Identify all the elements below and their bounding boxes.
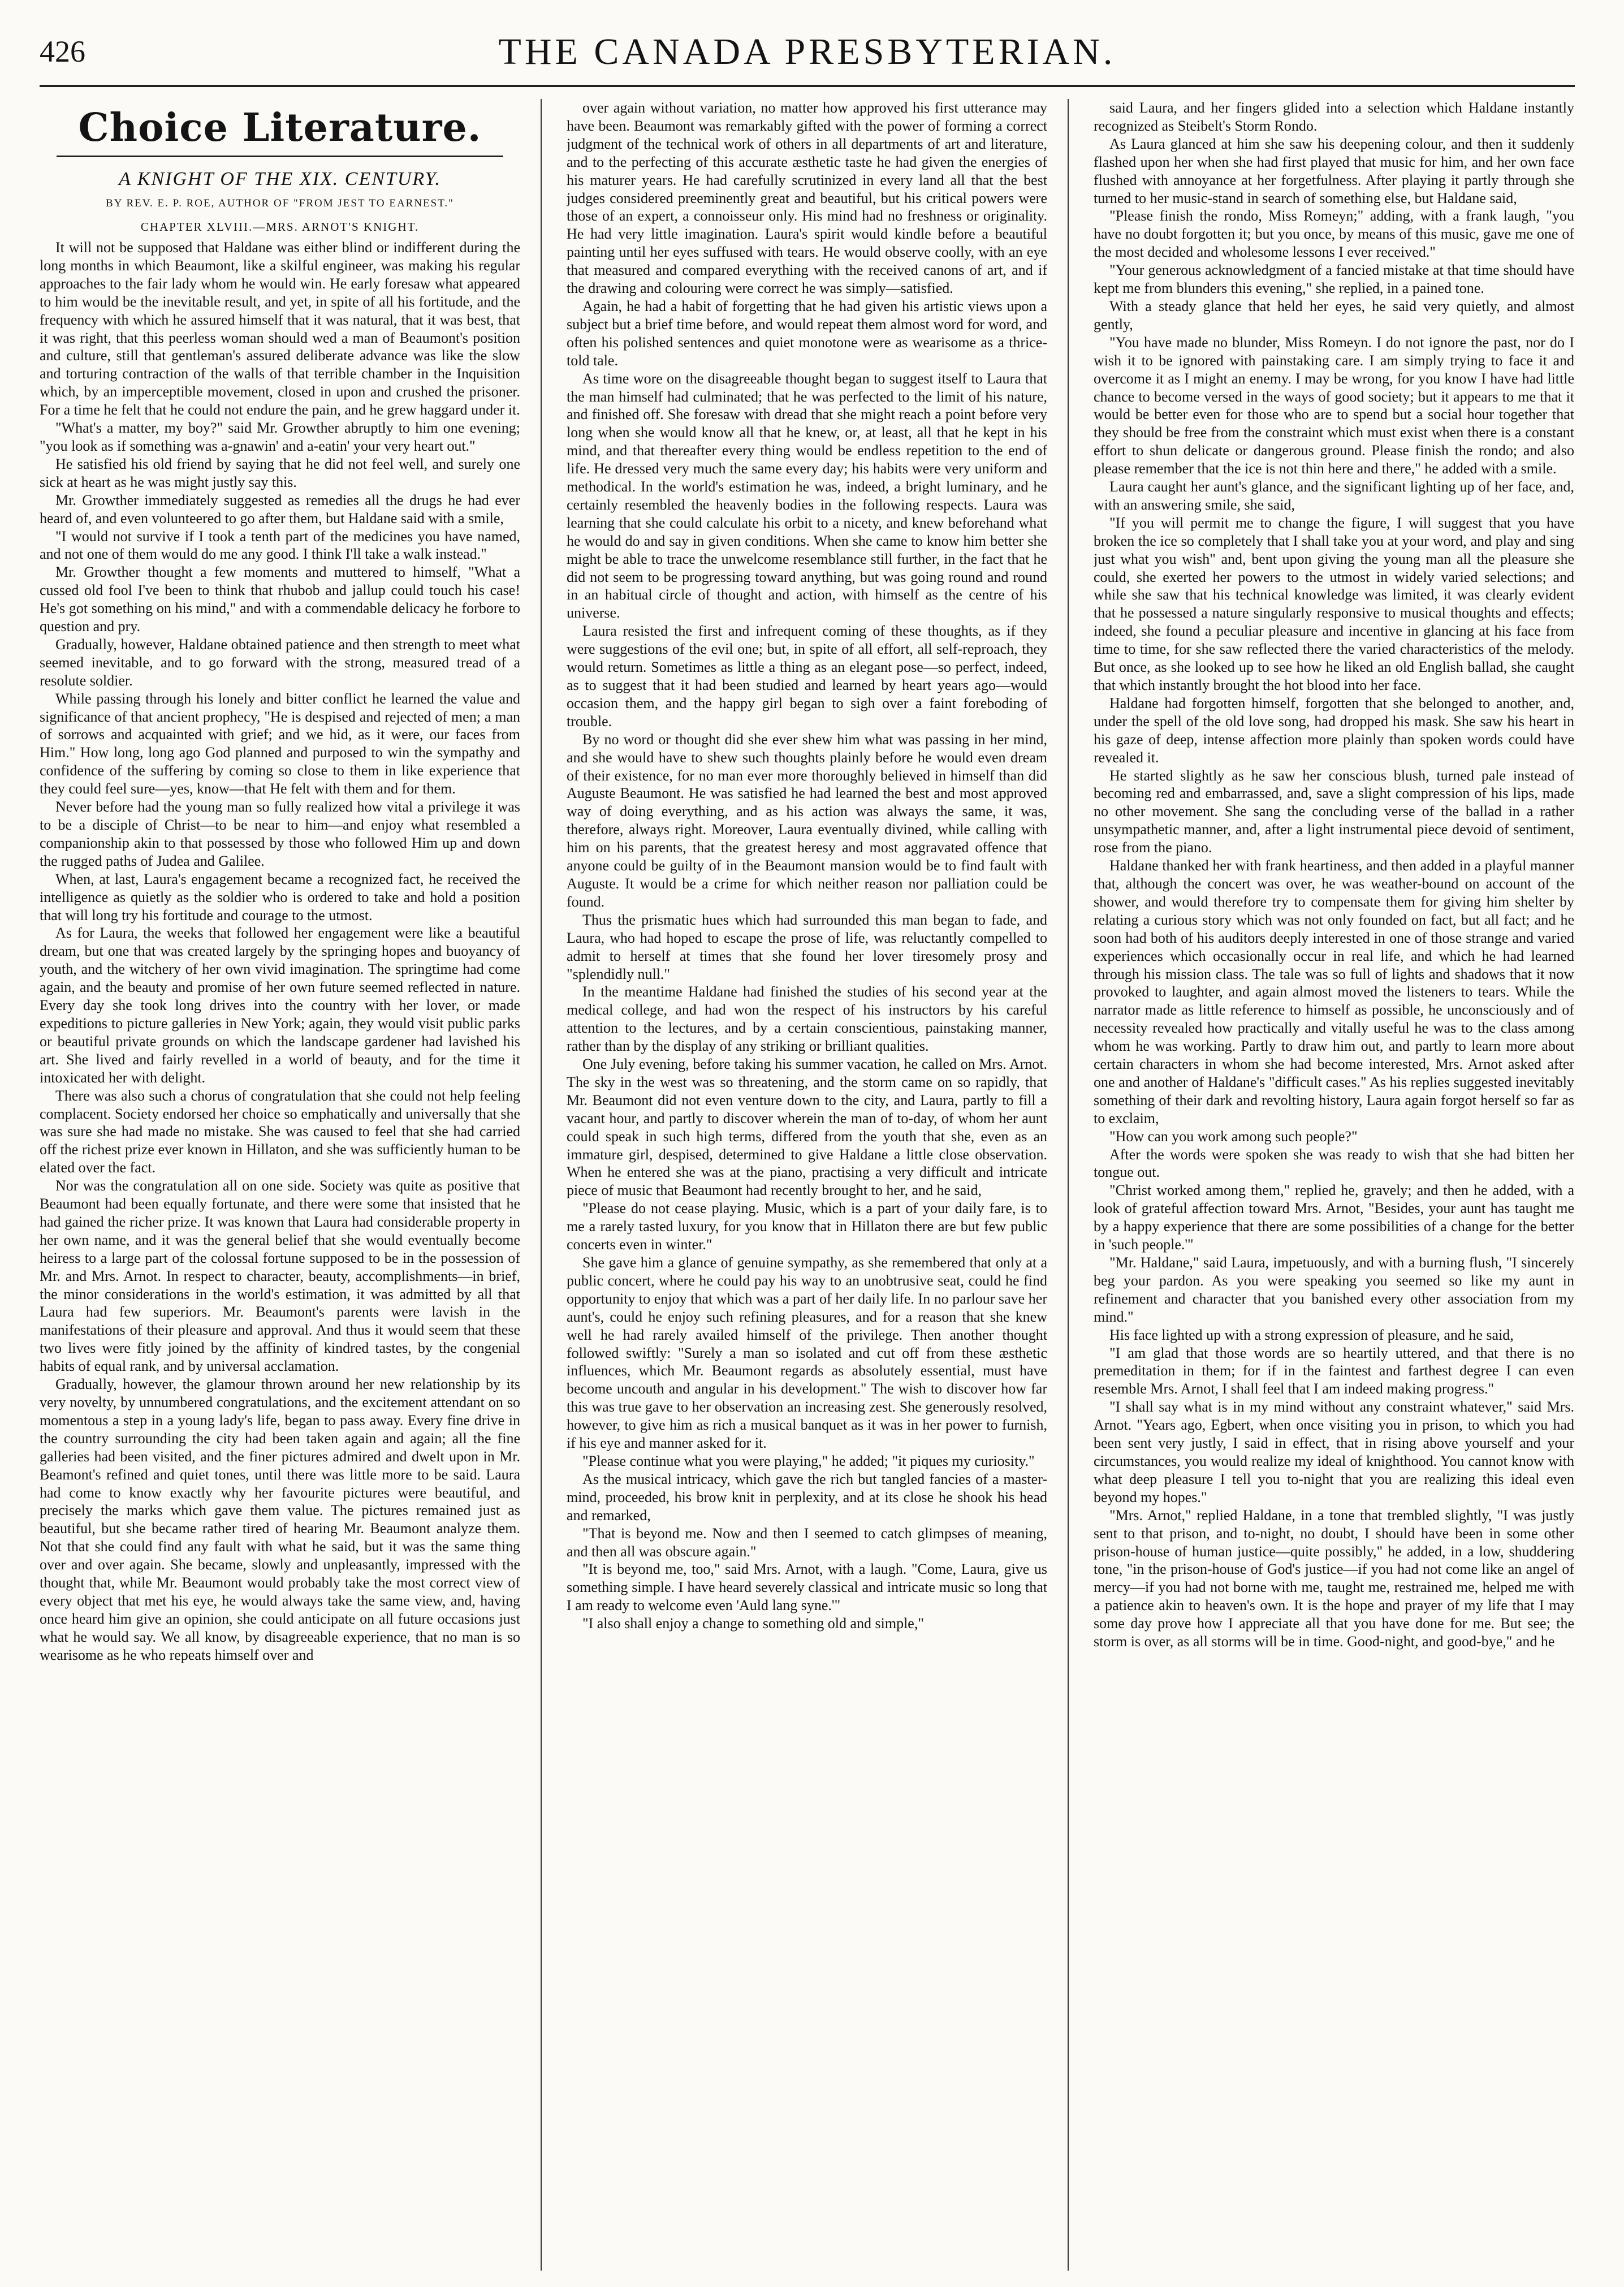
paragraph: "Mr. Haldane," said Laura, impetuously, and with a burning flush, "I sincerely beg your pardon. As you were speaking you seemed so like my aunt in refinement and character that you banished every other association from my mind." (1094, 1254, 1574, 1325)
paragraph: Gradually, however, Haldane obtained patience and then strength to meet what seemed inevitable, and to go forward with the strong, measured tread of a resolute soldier. (40, 636, 520, 689)
paragraph: In the meantime Haldane had finished the studies of his second year at the medical college, and had won the respect of his instructors by his careful attention to the lectures, and by a certain conscientious, painstaking manner, rather than by the display of any striking or brilliant qualities. (567, 983, 1047, 1055)
paragraph: His face lighted up with a strong expression of pleasure, and he said, (1109, 1326, 1514, 1343)
paragraph: While passing through his lonely and bitter conflict he learned the value and significance of that ancient prophecy, "He is despised and rejected of men; a man of sorrows and acquainted with grief; and we hid, as it were, our faces from Him." How long, long ago God planned and purposed to win the sympathy and confidence of the suffering by coming so close to them in like experience that they could feel sure—yes, know—that He felt with them and for them. (40, 690, 520, 797)
paragraph: "Please finish the rondo, Miss Romeyn;" adding, with a frank laugh, "you have no doubt forgotten it; but you once, by means of this music, gave me one of the most decided and wholesome lessons I ever received." (1094, 208, 1574, 261)
column-2-text (567, 99, 1047, 1633)
paragraph: over again without variation, no matter how approved his first utterance may have been. Beaumont was remarkably gifted with the power of forming a correct judgment of the technical work of others in all departments of art and literature, and to the perfecting of this accurate æsthetic taste he had given the energies of his maturer years. He had carefully scrutinized in every land all that the best judges considered preeminently great and beautiful, but his critical powers were those of an expert, a connoisseur only. His mind had no freshness or originality. He had very little imagination. Laura's spirit would kindle before a beautiful painting until her eyes suffused with tears. He would observe coolly, with an eye that measured and compared everything with the received canons of art, and if the drawing and colouring were correct he was simply—satisfied. (567, 100, 1047, 297)
column-3 (1094, 99, 1574, 2271)
chapter-heading: CHAPTER XLVIII.—MRS. ARNOT'S KNIGHT. (140, 220, 420, 234)
paragraph: Laura caught her aunt's glance, and the significant lighting up of her face, and, with an answering smile, she said, (1094, 478, 1574, 513)
paragraph: "If you will permit me to change the figure, I will suggest that you have broken the ice so completely that I shall take you at your word, and play and sing just what you wish" and, bent upon giving the young man all the pleasure she could, she exerted her powers to the utmost in widely varied selections; and while she saw that his technical knowledge was limited, it was clearly evident that he possessed a nature singularly responsive to musical thoughts and effects; indeed, she found a peculiar pleasure and incentive in glancing at his face from time to time, for she saw reflected there the varied characteristics of the melody. But once, as she looked up to see how he liked an old English ballad, she caught that which instantly brought the hot blood into her face. (1094, 514, 1574, 693)
paragraph: "Your generous acknowledgment of a fancied mistake at that time should have kept me from blunders this evening," she replied, in a pained tone. (1094, 262, 1574, 297)
paragraph: By no word or thought did she ever shew him what was passing in her mind, and she would have to shew such thoughts plainly before he would even dream of their existence, for no man ever more thoroughly believed in himself than did Auguste Beaumont. He was satisfied he had learned the best and most approved way of doing everything, and as his action was always the same, it was, therefore, always right. Moreover, Laura eventually divined, while calling with him on his parents, that the greatest heresy and most aggravated offence that anyone could be guilty of in the Beaumont mansion would be to find fault with Auguste. It would be a crime for which neither reason nor palliation could be found. (567, 731, 1047, 910)
header-rule (40, 85, 1575, 87)
page-header (40, 21, 1575, 84)
paragraph: As Laura glanced at him she saw his deepening colour, and then it suddenly flashed upon her when she had first played that music for him, and her own face flushed with annoyance at her forgetfulness. After playing it partly through she turned to her music-stand in search of something else, but Haldane said, (1094, 135, 1574, 206)
column-1-text (40, 239, 520, 1664)
paragraph: Haldane thanked her with frank heartiness, and then added in a playful manner that, although the concert was over, he was weather-bound on account of the shower, and would therefore try to compensate them for giving him shelter by relating a curious story which was not only founded on fact, but all fact; and he soon had both of his auditors deeply interested in one of those strange and varied experiences which occasionally occur in real life, and which he had learned through his mission class. The tale was so full of lights and shadows that it now provoked to laughter, and again almost moved the listeners to tears. While the narrator made as little reference to himself as possible, he unconsciously and of necessity revealed how practically and vitally useful he was to the class among whom he was working. Partly to draw him out, and partly to learn more about certain characters in whom she had become interested, Mrs. Arnot asked after one and another of Haldane's "difficult cases." As his replies suggested inevitably something of their dark and revolting history, Laura again forgot herself so far as to exclaim, (1094, 857, 1574, 1127)
paragraph: "I also shall enjoy a change to something old and simple," (582, 1615, 924, 1632)
paragraph: "I would not survive if I took a tenth part of the medicines you have named, and not one of them would do me any good. I think I'll take a walk instead." (40, 528, 520, 563)
section-title: Choice Literature. (78, 105, 482, 150)
masthead: THE CANADA PRESBYTERIAN. (498, 31, 1116, 72)
paragraph: "You have made no blunder, Miss Romeyn. I do not ignore the past, nor do I wish it to be ignored with painstaking care. I am simply trying to face it and overcome it as I might an enemy. I may be wrong, for you know I have had little chance to become versed in the ways of good society; but it appears to me that it would be better even for those who are to spend but a social hour together that they should be free from the constraint which must exist when there is a constant effort to shun delicate or dangerous ground. Please finish the rondo; and also please remember that the ice is not thin here and there," he added with a smile. (1094, 334, 1574, 477)
paragraph: "Please continue what you were playing," he added; "it piques my curiosity." (582, 1452, 1035, 1469)
column-2 (567, 99, 1047, 2271)
paragraph: Mr. Growther immediately suggested as remedies all the drugs he had ever heard of, and even volunteered to go after them, but Haldane said with a smile, (40, 491, 520, 527)
paragraph: When, at last, Laura's engagement became a recognized fact, he received the intelligence as quietly as the soldier who is ordered to take and hold a position that will long try his fortitude and courage to the utmost. (40, 870, 520, 924)
paragraph: Gradually, however, the glamour thrown around her new relationship by its very novelty, by unnumbered congratulations, and the excitement attendant on so momentous a step in a young lady's life, began to pass away. Every fine drive in the country surrounding the city had been taken again and again; all the fine galleries had been visited, and the finer pictures admired and dwelt upon in Mr. Beamont's refined and quiet tones, until there was little more to be said. Laura had come to know exactly why her favourite pictures were beautiful, and precisely the marks which gave them value. The pictures remained just as beautiful, but she became rather tired of hearing Mr. Beaumont analyze them. Not that she could find any fault with what he said, but it was the same thing over and over again. She became, slowly and unpleasantly, impressed with the thought that, while Mr. Beaumont would probably take the most correct view of every object that met his eye, he would always take the same view, and, having once heard him give an opinion, she could anticipate on all future occasions just what he would say. We all know, by disagreeable experience, that no man is so wearisome as he who repeats himself over and (40, 1376, 520, 1663)
column-3-text (1094, 99, 1574, 1651)
page-number: 426 (40, 34, 85, 68)
column-divider (1068, 99, 1069, 2271)
paragraph: With a steady glance that held her eyes, he said very quietly, and almost gently, (1094, 297, 1574, 333)
column-1 (40, 99, 520, 2271)
paragraph: She gave him a glance of genuine sympathy, as she remembered that only at a public concert, where he could pay his way to an unobtrusive seat, could he find opportunity to enjoy that which was a part of her daily life. In no parlour save her aunt's, could he enjoy such refining pleasures, and for a reason that she knew well he had rarely availed himself of the privilege. Then another thought followed swiftly: "Surely a man so isolated and cut off from these æsthetic influences, which Mr. Beaumont regards as absolutely essential, must have become uncouth and angular in his development." The wish to discover how far this was true gave to her observation an increasing zest. She generously resolved, however, to give him as rich a musical banquet as it was in her power to furnish, if his eye and manner asked for it. (567, 1254, 1047, 1452)
section-rule (57, 156, 503, 157)
paragraph: As for Laura, the weeks that followed her engagement were like a beautiful dream, but one that was created largely by the springing hopes and buoyancy of youth, and the witchery of her own vivid imagination. The springtime had come again, and the beauty and promise of her own future seemed reflected in nature. Every day she took long drives into the country with her lover, or made expeditions to picture galleries in New York; again, they would visit public parks or beautiful private grounds on which the landscape gardener had lavished his art. She lived and fairly revelled in a world of beauty, and for the time it intoxicated her with delight. (40, 925, 520, 1086)
paragraph: Thus the prismatic hues which had surrounded this man began to fade, and Laura, who had hoped to escape the prose of life, was reluctantly compelled to admit to herself at times that she found her lover tiresomely prosy and "splendidly null." (567, 911, 1047, 982)
paragraph: There was also such a chorus of congratulation that she could not help feeling complacent. Society endorsed her choice so emphatically and universally that she was sure she had made no mistake. She was caused to feel that she had carried off the richest prize ever known in Hillaton, and she was sufficiently human to be elated over the fact. (40, 1087, 520, 1176)
paragraph: Again, he had a habit of forgetting that he had given his artistic views upon a subject but a brief time before, and would repeat them almost word for word, and often his polished sentences and quiet monotone were as wearisome as a thrice-told tale. (567, 297, 1047, 369)
paragraph: "What's a matter, my boy?" said Mr. Growther abruptly to him one evening; "you look as if something was a-gnawin' and a-eatin' your very heart out." (40, 420, 520, 454)
paragraph: "That is beyond me. Now and then I seemed to catch glimpses of meaning, and then all was obscure again." (567, 1525, 1047, 1560)
paragraph: Nor was the congratulation all on one side. Society was quite as positive that Beaumont had been equally fortunate, and there were some that insisted that he had gained the richer prize. It was known that Laura had considerable property in her own name, and it was the general belief that she would eventually become heiress to a large part of the colossal fortune supposed to be in the possession of Mr. and Mrs. Arnot. In respect to character, beauty, accomplishments—in brief, the minor considerations in the world's estimation, it was admitted by all that Laura had few superiors. Mr. Beaumont's parents were lavish in the manifestations of their pleasure and approval. And thus it would seem that these two lives were fitly joined by the affinity of kindred tastes, by the congenial habits of equal rank, and by universal acclamation. (40, 1177, 520, 1375)
paragraph: One July evening, before taking his summer vacation, he called on Mrs. Arnot. The sky in the west was so threatening, and the storm came on so rapidly, that Mr. Beaumont did not even venture down to the city, and Laura, partly to fill a vacant hour, and partly to discover wherein the man of to-day, of whom her aunt could speak in such high terms, differed from the youth that she, even as an immature girl, despised, determined to give Haldane a little close observation. When he entered she was at the piano, practising a very difficult and intricate piece of music that Beaumont had recently brought to her, and he said, (567, 1056, 1047, 1199)
paragraph: It will not be supposed that Haldane was either blind or indifferent during the long months in which Beaumont, like a skilful engineer, was making his regular approaches to the fair lady whom he would win. He early foresaw what appeared to him would be the inevitable result, and yet, in spite of all his fortitude, and the frequency with which he assured himself that it was natural, that it was best, that it was right, that this peerless woman should wed a man of Beaumont's position and culture, still that gentleman's assured deliberate advance was like the slow and torturing contraction of the walls of that terrible chamber in the Inquisition which, by an imperceptible movement, closed in upon and crushed the prisoner. For a time he felt that he could not endure the pain, and he grew haggard under it. (40, 239, 520, 418)
paragraph: He satisfied his old friend by saying that he did not feel well, and surely one sick at heart as he was might justly say this. (40, 455, 520, 490)
paragraph: Laura resisted the first and infrequent coming of these thoughts, as if they were suggestions of the evil one; but, in spite of all effort, all self-reproach, they would return. Sometimes as little a thing as an elegant pose—so perfect, indeed, as to suggest that it had been studied and learned by heart years ago—would occasion them, and the happy girl began to sigh over a faint foreboding of trouble. (567, 623, 1047, 730)
paragraph: He started slightly as he saw her conscious blush, turned pale instead of becoming red and embarrassed, and, save a slight compression of his lips, made no other movement. She sang the concluding verse of the ballad in a rather unsympathetic manner, and, after a light instrumental piece devoid of sentiment, rose from the piano. (1094, 767, 1574, 856)
paragraph: Mr. Growther thought a few moments and muttered to himself, "What a cussed old fool I've been to think that rhubob and jallup could touch his case! He's got something on his mind," and with a commendable delicacy he forbore to question and pry. (40, 564, 520, 635)
paragraph: As the musical intricacy, which gave the rich but tangled fancies of a master-mind, proceeded, his brow knit in perplexity, and at its close he shook his head and remarked, (567, 1470, 1047, 1524)
paragraph: "Mrs. Arnot," replied Haldane, in a tone that trembled slightly, "I was justly sent to that prison, and to-night, no doubt, I should have been in some other prison-house of human justice—quite possibly," he added, in a low, shuddering tone, "in the prison-house of God's justice—if you had not come like an angel of mercy—if you had not borne with me, taught me, restrained me, helped me with a patience akin to heaven's own. It is the hope and prayer of my life that I may some day prove how I appreciate all that you have done for me. But see; the storm is over, as all storms will be in time. Good-night, and good-bye," and he (1094, 1507, 1574, 1650)
paragraph: "It is beyond me, too," said Mrs. Arnot, with a laugh. "Come, Laura, give us something simple. I have heard severely classical and intricate music so long that I am ready to welcome even 'Auld lang syne.'" (567, 1561, 1047, 1614)
paragraph: After the words were spoken she was ready to wish that she had bitten her tongue out. (1094, 1146, 1574, 1181)
paragraph: Never before had the young man so fully realized how vital a privilege it was to be a disciple of Christ—to be near to him—and enjoy what resembled a companionship akin to that possessed by those who followed Him up and down the rugged paths of Judea and Galilee. (40, 799, 520, 869)
paragraph: Haldane had forgotten himself, forgotten that she belonged to another, and, under the spell of the old love song, had dropped his mask. She saw his heart in his gaze of deep, intense affection more plainly than spoken words could have revealed it. (1094, 694, 1574, 766)
column-divider (541, 99, 542, 2271)
paragraph: "How can you work among such people?" (1109, 1128, 1358, 1145)
paragraph: As time wore on the disagreeable thought began to suggest itself to Laura that the man himself had culminated; that he was perfected to the limit of his nature, and finished off. She foresaw with dread that she might reach a point before very long when she would know all that he knew, or, at least, all that he kept in his mind, and that thereafter every thing would be endless repetition to the end of life. He dressed very much the same every day; his habits were very uniform and methodical. In the world's estimation he was, indeed, a bright luminary, and he certainly resembled the heavenly bodies in the following respects. Laura was learning that she could calculate his orbit to a nicety, and knew beforehand what he would do and say in given conditions. When she came to know him better she might be able to trace the unwelcome resemblance still further, in the fact that he did not seem to be progressing toward anything, but was going round and round in an habitual circle of thought and action, with himself as the centre of his universe. (567, 370, 1047, 622)
byline: BY REV. E. P. ROE, AUTHOR OF "FROM JEST TO EARNEST." (106, 197, 454, 209)
paragraph: "Please do not cease playing. Music, which is a part of your daily fare, is to me a rarely tasted luxury, for you know that in Hillaton there are but few public concerts even in winter." (567, 1200, 1047, 1253)
story-title: A KNIGHT OF THE XIX. CENTURY. (119, 169, 441, 189)
paragraph: "I shall say what is in my mind without any constraint whatever," said Mrs. Arnot. "Years ago, Egbert, when once visiting you in prison, to which you had been sent very justly, I said in effect, that in rising above yourself and your circumstances, you would realize my ideal of knighthood. You cannot know with what deep pleasure I tell you to-night that you are realizing this ideal even beyond my hopes." (1094, 1399, 1574, 1505)
paragraph: "I am glad that those words are so heartily uttered, and that there is no premeditation in them; for if in the faintest and farthest degree I can even resemble Mrs. Arnot, I shall feel that I am indeed making progress." (1094, 1344, 1574, 1397)
paragraph: said Laura, and her fingers glided into a selection which Haldane instantly recognized as Steibelt's Storm Rondo. (1094, 100, 1574, 134)
paragraph: "Christ worked among them," replied he, gravely; and then he added, with a look of grateful affection toward Mrs. Arnot, "Besides, your aunt has taught me by a happy experience that there are some possibilities of a change for the better in 'such people.'" (1094, 1182, 1574, 1253)
